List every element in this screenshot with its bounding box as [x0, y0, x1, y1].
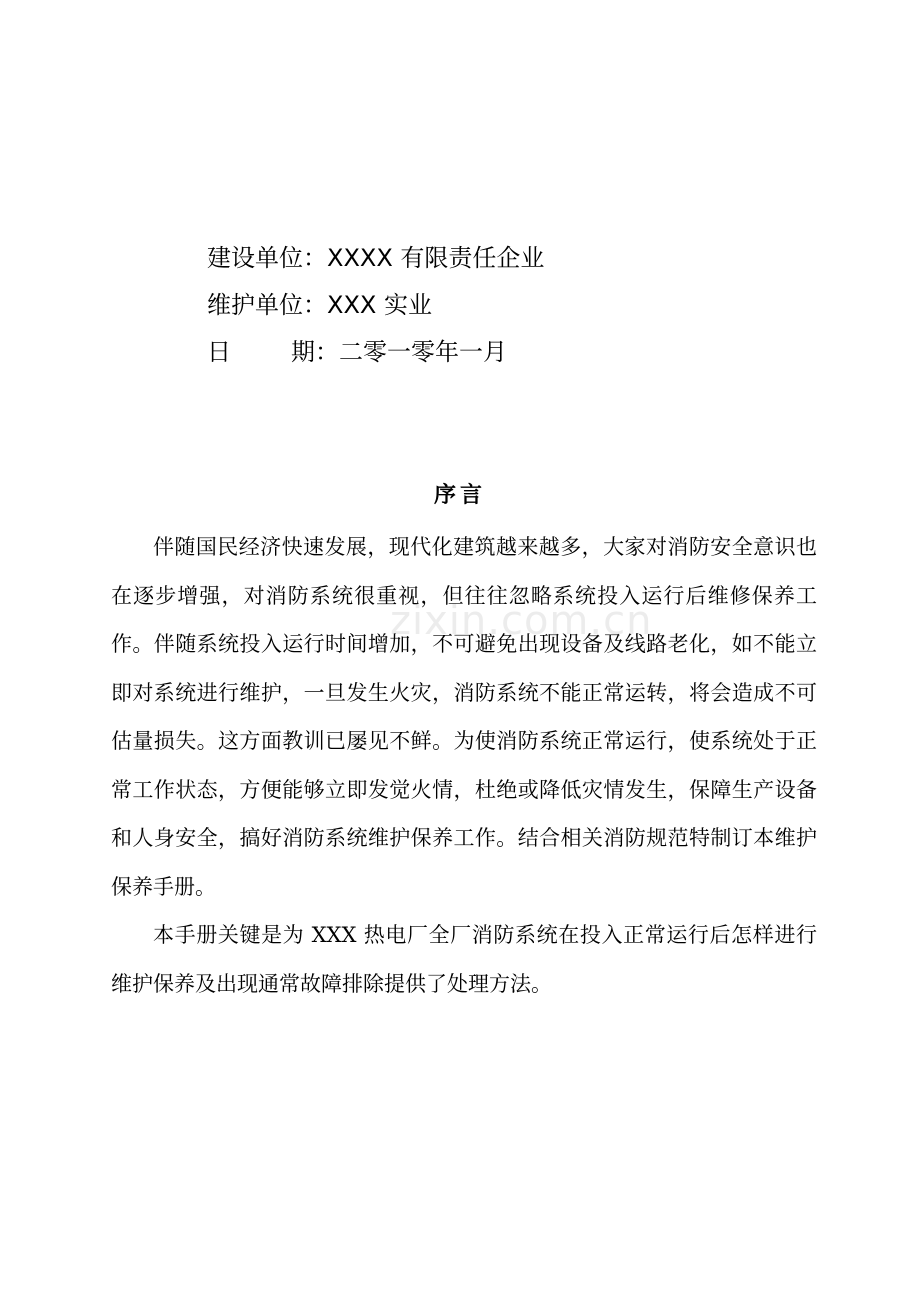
- site-watermark: zixin.com.cn: [390, 598, 653, 644]
- construction-unit-value: XXXX 有限责任企业: [327, 244, 545, 272]
- preface-paragraph-2: 本手册关键是为 XXX 热电厂全厂消防系统在投入正常运行后怎样进行维护保养及出现通常故障排除提供了处理方法。: [111, 923, 817, 996]
- date-value: 二零一零年一月: [339, 338, 507, 366]
- date-line: [207, 329, 544, 376]
- preface-body: [111, 523, 817, 1008]
- preface-paragraph-1: 伴随国民经济快速发展，现代化建筑越来越多，大家对消防安全意识也在逐步增强，对消防系统很重视，但往往忽略系统投入运行后维修保养工作。伴随系统投入运行时间增加，不可避免出现设备及线路老化，如不能立即对系统进行维护，一旦发生火灾，消防系统不能正常运转，将会造成不可估量损失。这方面教训已屡见不鲜。为使消防系统正常运行，使系统处于正常工作状态，方便能够立即发觉火情，杜绝或降低灾情发生，保障生产设备和人身安全，搞好消防系统维护保养工作。结合相关消防规范特制订本维护保养手册。: [111, 535, 817, 899]
- maintenance-unit-line: [207, 282, 544, 329]
- maintenance-unit-label: 维护单位：: [207, 291, 327, 319]
- date-label-second-char: 期：: [291, 338, 339, 366]
- preface-title: 序言: [433, 483, 486, 508]
- construction-unit-line: [207, 235, 544, 282]
- maintenance-unit-value: XXX 实业: [327, 291, 432, 319]
- construction-unit-label: 建设单位：: [207, 244, 327, 272]
- date-label-first-char: 日: [207, 338, 231, 366]
- document-info-block: [207, 235, 544, 376]
